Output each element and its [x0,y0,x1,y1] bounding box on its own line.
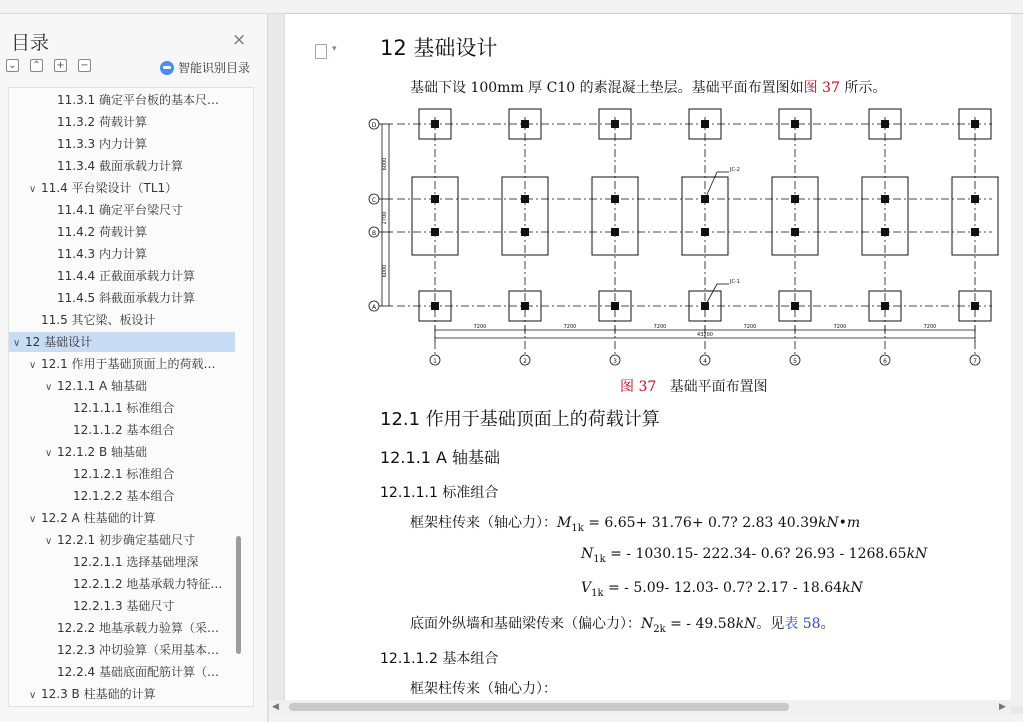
toc-item[interactable] [9,684,235,704]
toc-item-label: 12.1.1 A 轴基础 [57,379,148,393]
chevron-down-icon[interactable]: ∨ [29,690,37,701]
document-page [285,14,1023,700]
toc-item[interactable] [9,376,235,396]
toc-item-label: 12.1.2.2 基本组合 [73,489,175,503]
toc-item-label: 12.1.1.1 标准组合 [73,401,175,415]
smart-recognize-icon [160,61,174,75]
svg-text:6000: 6000 [382,264,388,278]
figure-caption: 图 37 基础平面布置图 [620,379,768,395]
toc-item-label: 11.3.2 荷载计算 [57,115,147,129]
toc-item-label: 12.2.1.1 选择基础埋深 [73,555,199,569]
toc-item-label: 11.4.5 斜截面承载力计算 [57,291,195,305]
svg-text:4: 4 [703,358,707,365]
toc-item-label: 12.2.1 初步确定基础尺寸 [57,533,195,547]
table-58-link[interactable]: 表 58 [784,616,821,632]
horizontal-scroll-thumb[interactable] [289,703,789,711]
toc-item-label: 11.4.1 确定平台梁尺寸 [57,203,183,217]
toc-item-label: 12.2.2 地基承载力验算（采… [57,621,219,635]
svg-text:6: 6 [883,358,887,365]
toc-item[interactable] [9,486,235,506]
smart-toc-label: 智能识别目录 [178,61,251,75]
figure-37-link[interactable]: 图 37 [803,80,840,96]
toc-item-label: 12.1 作用于基础顶面上的荷载… [41,357,216,371]
scroll-right-icon[interactable]: ▶ [999,702,1006,712]
toc-item[interactable] [9,266,235,286]
svg-text:D: D [371,122,377,129]
scroll-left-icon[interactable]: ◀ [272,702,279,712]
chevron-down-icon[interactable]: ∨ [29,360,37,371]
toc-item[interactable] [9,112,235,132]
toc-item-label: 12 基础设计 [25,335,93,349]
add-heading-icon[interactable]: + [54,59,67,72]
toc-item[interactable] [9,640,235,660]
equation-v1k: $V_{1k}$ = - 5.09- 12.03- 0.7? 2.17 - 18.64kN [581,580,863,599]
svg-text:2700: 2700 [382,211,388,225]
toc-title: 目录 [11,32,50,54]
svg-text:7200: 7200 [923,324,937,330]
svg-text:2: 2 [523,358,527,365]
svg-text:A: A [371,304,377,311]
collapse-all-icon[interactable]: ⌄ [6,59,19,72]
toc-item[interactable] [9,244,235,264]
toc-item-label: 12.1.2.1 标准组合 [73,467,175,481]
svg-text:1: 1 [433,358,437,365]
toc-item[interactable] [9,222,235,242]
vertical-scrollbar[interactable] [1011,14,1023,706]
toc-item-label: 11.3.3 内力计算 [57,137,147,151]
chevron-down-icon[interactable]: ∨ [13,338,21,349]
chevron-down-icon[interactable]: ∨ [45,536,53,547]
toc-item-label: 11.3.1 确定平台板的基本尺… [57,93,219,107]
heading-12-1-1-2: 12.1.1.2 基本组合 [380,651,499,667]
toc-item[interactable] [9,596,235,616]
toc-item-label: 12.2 A 柱基础的计算 [41,511,156,525]
equation-lead-2: 框架柱传来（轴心力）： [410,681,557,697]
top-toolbar-strip [0,0,1023,14]
smart-toc-button[interactable] [160,59,250,76]
foundation-plan-drawing [371,112,1007,367]
toc-item[interactable] [9,90,235,110]
toc-item-label: 11.4.3 内力计算 [57,247,147,261]
toc-item[interactable] [9,530,235,550]
svg-text:JC-2: JC-2 [730,167,740,173]
toc-item-label: 12.2.1.2 地基承载力特征… [73,577,223,591]
svg-text:43200: 43200 [697,332,713,338]
svg-text:7200: 7200 [743,324,757,330]
toc-item[interactable] [9,420,235,440]
toc-item[interactable] [9,508,235,528]
toc-item-label: 12.2.1.3 基础尺寸 [73,599,175,613]
toc-item-label: 12.1.2 B 轴基础 [57,445,148,459]
status-strip [269,714,1023,722]
toc-item[interactable] [9,156,235,176]
heading-12-1-1-1: 12.1.1.1 标准组合 [380,485,499,501]
equation-n2k: 底面外纵墙和基础梁传来（偏心力）：$N_{2k}$ = - 49.58kN。见表 58。 [410,616,835,635]
toc-item[interactable] [9,134,235,154]
equation-m1k: 框架柱传来（轴心力）：$M_{1k} = 6.65+ 31.76+ 0.7$? 2.83 40.39kN•m [410,515,861,534]
toc-scrollbar-thumb[interactable] [236,536,241,654]
svg-text:JC-1: JC-1 [730,279,740,285]
toc-item[interactable] [9,332,235,352]
toc-list[interactable] [8,87,254,707]
svg-text:B: B [371,230,377,237]
chevron-down-icon[interactable]: ∨ [29,514,37,525]
equation-n1k: $N_{1k}$ = - 1030.15- 222.34- 0.6? 26.93 - 1268.65kN [581,546,928,565]
toc-item[interactable] [9,354,235,374]
toc-item-label: 11.4 平台梁设计（TL1） [41,181,178,195]
toc-item[interactable] [9,552,235,572]
svg-text:6000: 6000 [382,157,388,171]
svg-text:7200: 7200 [563,324,577,330]
toc-item[interactable] [9,288,235,308]
close-icon[interactable]: × [232,30,247,50]
heading-12-1-1: 12.1.1 A 轴基础 [380,448,501,467]
page-view-icon[interactable] [315,44,327,59]
toc-item-label: 11.5 其它梁、板设计 [41,313,156,327]
svg-text:3: 3 [613,358,617,365]
toc-item-label: 11.4.2 荷载计算 [57,225,147,239]
chevron-down-icon[interactable]: ∨ [45,448,53,459]
svg-text:7200: 7200 [833,324,847,330]
horizontal-scrollbar[interactable] [269,700,1011,714]
toc-item[interactable] [9,442,235,462]
document-area [269,14,1023,722]
toc-item-label: 11.3.4 截面承载力计算 [57,159,183,173]
toc-item[interactable] [9,618,235,638]
heading-12-1: 12.1 作用于基础顶面上的荷载计算 [380,409,660,430]
toc-item[interactable] [9,574,235,594]
svg-text:C: C [371,197,377,204]
svg-text:7200: 7200 [473,324,487,330]
toc-item[interactable] [9,310,235,330]
chevron-down-icon[interactable]: ∨ [29,184,37,195]
toc-item-label: 12.3 B 柱基础的计算 [41,687,156,701]
toc-item[interactable] [9,464,235,484]
expand-up-icon[interactable]: ⌃ [30,59,43,72]
toc-item-label: 12.2.3 冲切验算（采用基本… [57,643,219,657]
toc-item-label: 11.4.4 正截面承载力计算 [57,269,195,283]
svg-text:7200: 7200 [653,324,667,330]
toc-item-label: 12.1.1.2 基本组合 [73,423,175,437]
toc-item[interactable] [9,398,235,418]
svg-text:7: 7 [973,358,977,365]
heading-12: 12 基础设计 [380,36,498,60]
toc-sidebar [0,14,268,722]
remove-heading-icon[interactable]: − [78,59,91,72]
chevron-down-icon[interactable]: ∨ [45,382,53,393]
toc-item-label: 12.2.4 基础底面配筋计算（… [57,665,219,679]
toc-item[interactable] [9,662,235,682]
toc-item[interactable] [9,200,235,220]
svg-text:5: 5 [793,358,797,365]
intro-paragraph: 基础下设 100mm 厚 C10 的素混凝土垫层。基础平面布置图如图 37 所示。 [410,80,887,96]
toc-item[interactable] [9,178,235,198]
